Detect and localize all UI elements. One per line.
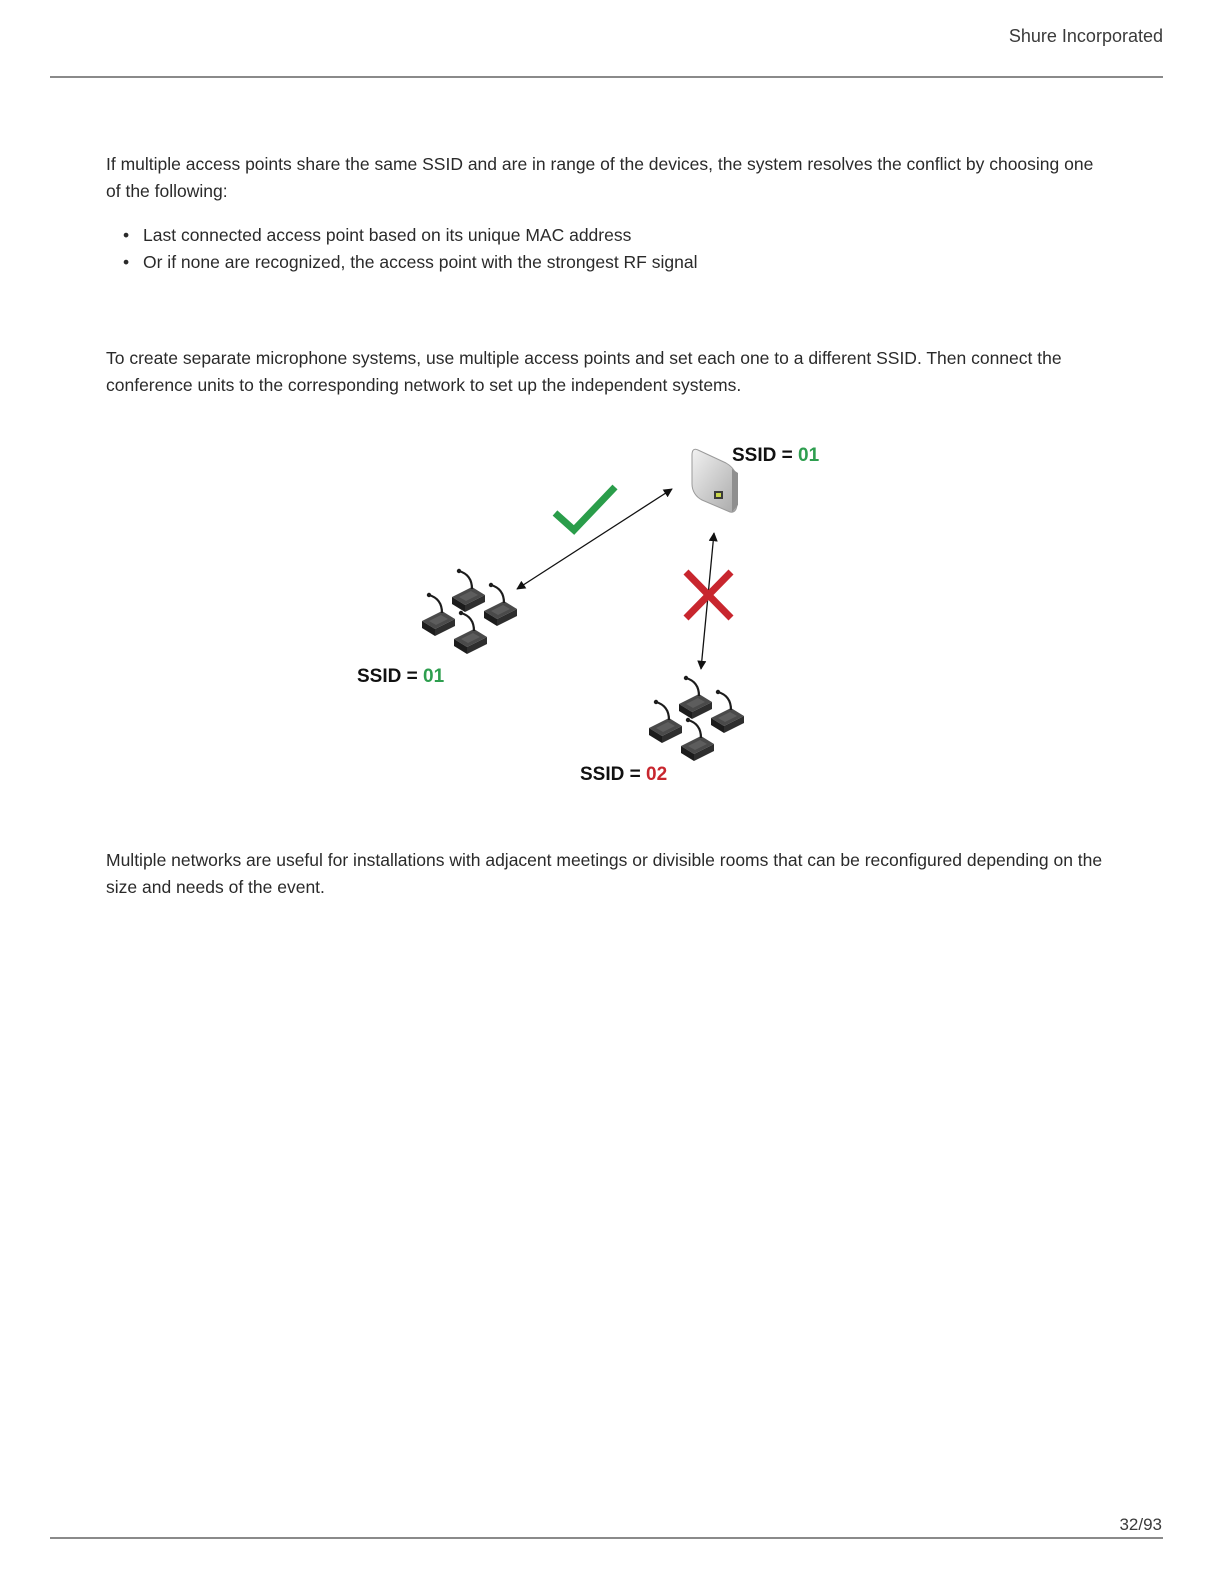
- paragraph-conflict-resolution: If multiple access points share the same SSID and are in range of the devices, the system resolves the conflict by choosing one of the following:: [106, 154, 1094, 201]
- cross-icon: [686, 572, 731, 618]
- header-company-name: Shure Incorporated: [1008, 26, 1163, 46]
- bullet-marker: •: [123, 225, 130, 245]
- page-number: 32/93: [1119, 1515, 1162, 1534]
- ssid-network-diagram: [340, 430, 860, 810]
- access-point-ssid-label: [732, 445, 819, 467]
- list-item: [123, 249, 697, 276]
- group-1-ssid-label: [357, 666, 444, 688]
- paragraph-multiple-networks: Multiple networks are useful for installations with adjacent meetings or divisible rooms that can be reconfigured depending on the size and needs of the event.: [106, 850, 1103, 897]
- ssid-value: 02: [646, 764, 668, 785]
- group-2-ssid-label: [580, 764, 667, 786]
- ssid-label-prefix: SSID =: [732, 445, 798, 466]
- list-item: [123, 222, 697, 249]
- conference-units-group-1-icon: [422, 569, 517, 654]
- ssid-value: 01: [798, 445, 820, 466]
- ssid-label-prefix: SSID =: [357, 666, 423, 687]
- diagram-graphic: [340, 430, 860, 810]
- paragraph-separate-systems: To create separate microphone systems, use multiple access points and set each one to a different SSID. Then connect the conference units to the corresponding network to set up the independent systems.: [106, 348, 1062, 395]
- ssid-value: 01: [423, 666, 445, 687]
- bullet-list: [123, 222, 697, 276]
- list-item-text: Last connected access point based on its unique MAC address: [143, 225, 632, 245]
- header-divider: [50, 76, 1163, 78]
- conference-units-group-2-icon: [649, 676, 744, 761]
- list-item-text: Or if none are recognized, the access point with the strongest RF signal: [143, 252, 698, 272]
- ssid-label-prefix: SSID =: [580, 764, 646, 785]
- footer-divider: [50, 1537, 1163, 1539]
- check-icon: [555, 487, 615, 530]
- bullet-marker: •: [123, 252, 130, 272]
